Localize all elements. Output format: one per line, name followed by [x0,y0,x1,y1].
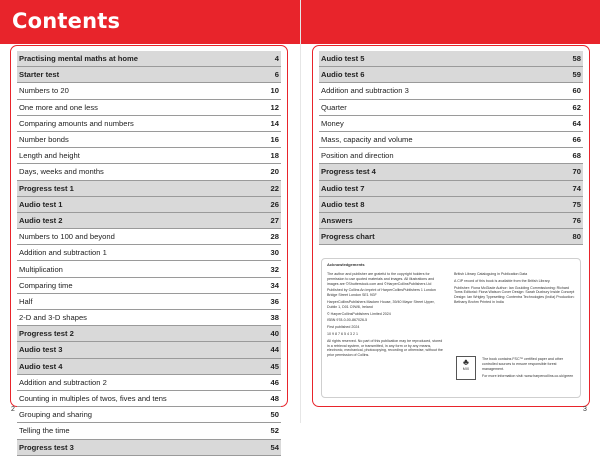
toc-entry-page: 10 [270,86,279,96]
toc-entry [17,326,281,342]
toc-entry-title: Answers [321,215,353,225]
acknowledgements-heading: Acknowledgements [327,262,365,267]
toc-entry [319,116,583,132]
page-title: Contents [12,9,121,33]
toc-entry-page: 6 [274,70,279,80]
ack-text: A CIP record of this book is available from the British Library. [454,278,551,283]
fsc-logo [456,356,476,380]
toc-entry [17,229,281,245]
toc-entry-title: Audio test 3 [19,345,63,355]
ack-text: First published 2024 [327,325,360,330]
toc-entry-title: Numbers to 100 and beyond [19,232,115,242]
toc-entry-page: 4 [274,54,279,64]
acknowledgements-box [321,258,581,398]
tree-icon: ♣ [463,357,469,367]
ack-text: The author and publisher are grateful to the copyright holders for permission to use quoted materials and images. All illustrations and images are ©Shutterstock.com and ©HarperCollinsPublishers Ltd [327,272,435,286]
toc-entry-title: Numbers to 20 [19,86,69,96]
toc-entry-title: Audio test 2 [19,215,63,225]
toc-entry-title: Position and direction [321,151,394,161]
toc-entry-title: Half [19,296,33,306]
toc-entry-page: 75 [572,199,581,209]
toc-entry [319,213,583,229]
acknowledgements-column-2 [454,272,576,307]
toc-entry-title: Days, weeks and months [19,167,104,177]
toc-entry [319,148,583,164]
ack-text: 10 9 8 7 6 5 4 3 2 1 [327,331,358,336]
toc-entry [17,197,281,213]
toc-entry [17,181,281,197]
ack-text: Publisher: Fiona McGlade Author: Ian Goulding Commissioning: Richard Toms Editorial: Fiona Watson Cover Design: Sarah Duxbury Inside Concept Design: Ian Wrigley Typesetting: Contentra Technologies (India) Production: Bethany Brohm Printed in India [454,285,575,304]
toc-entry [17,310,281,326]
toc-entry [17,407,281,423]
toc-entry-page: 54 [270,442,279,452]
ack-text: British Library Cataloguing in Publication Data [454,272,528,276]
toc-entry [17,294,281,310]
toc-entry [319,100,583,116]
toc-list-left [17,51,281,456]
toc-entry-page: 30 [270,248,279,258]
toc-entry-page: 60 [572,86,581,96]
toc-entry-title: Mass, capacity and volume [321,135,413,145]
ack-text: HarperCollinsPublishers Macken House, 39/40 Mayor Street Upper, Dublin 1, D01 C9W8, Ireland [327,299,435,309]
toc-entry-title: Number bonds [19,135,69,145]
toc-entry [17,213,281,229]
toc-entry-page: 48 [270,394,279,404]
toc-entry-page: 40 [270,329,279,339]
toc-entry-title: Starter test [19,70,60,80]
toc-entry [319,132,583,148]
toc-entry-page: 18 [270,151,279,161]
toc-entry-page: 16 [270,135,279,145]
toc-entry-title: Length and height [19,151,80,161]
toc-entry-title: Audio test 7 [321,183,365,193]
toc-entry-title: Progress chart [321,232,375,242]
toc-entry-page: 12 [270,102,279,112]
toc-entry-page: 66 [572,135,581,145]
toc-entry [17,116,281,132]
toc-entry [17,342,281,358]
toc-entry-page: 74 [572,183,581,193]
toc-entry-page: 14 [270,118,279,128]
toc-entry [17,245,281,261]
ack-text: For more information visit: www.harpercollins.co.uk/green [482,374,574,379]
toc-entry [17,423,281,439]
toc-entry-page: 76 [572,215,581,225]
toc-entry-title: Multiplication [19,264,63,274]
toc-entry [17,164,281,180]
page-number-left: 2 [11,406,15,413]
toc-entry-page: 32 [270,264,279,274]
toc-entry-page: 68 [572,151,581,161]
toc-entry-page: 20 [270,167,279,177]
toc-entry [319,83,583,99]
ack-text: The book contains FSC™ certified paper and other controlled sources to ensure responsible forest management. [482,357,564,371]
toc-entry-page: 52 [270,426,279,436]
toc-entry-title: Addition and subtraction 1 [19,248,107,258]
toc-entry [17,440,281,456]
ack-text: Published by Collins An imprint of HarperCollinsPublishers 1 London Bridge Street London SE1 9GF [327,288,436,298]
toc-entry-page: 38 [270,313,279,323]
toc-entry-page: 45 [270,361,279,371]
toc-entry-page: 36 [270,296,279,306]
toc-entry [17,261,281,277]
toc-entry [319,164,583,180]
toc-entry-title: Progress test 4 [321,167,376,177]
toc-entry [319,197,583,213]
toc-entry-title: 2-D and 3-D shapes [19,313,87,323]
toc-entry-page: 46 [270,377,279,387]
toc-entry-title: Grouping and sharing [19,410,93,420]
toc-entry-page: 26 [270,199,279,209]
toc-entry-title: Money [321,118,344,128]
toc-entry-title: Progress test 1 [19,183,74,193]
toc-entry [17,359,281,375]
ack-text: ISBN 978-0-00-867026-5 [327,318,368,323]
toc-entry-page: 22 [270,183,279,193]
toc-entry-page: 80 [572,232,581,242]
ack-text: © HarperCollinsPublishers Limited 2024 [327,311,391,316]
toc-entry-page: 34 [270,280,279,290]
toc-entry [17,51,281,67]
fsc-note [482,357,576,379]
toc-entry-title: Practising mental maths at home [19,54,139,64]
toc-entry-page: 62 [572,102,581,112]
toc-entry-title: Telling the time [19,426,70,436]
toc-entry [319,181,583,197]
toc-entry [17,100,281,116]
page-spine [300,0,301,423]
toc-entry-page: 58 [572,54,581,64]
toc-entry-title: Audio test 1 [19,199,63,209]
toc-entry [319,67,583,83]
toc-entry-title: Audio test 5 [321,54,365,64]
toc-entry-page: 28 [270,232,279,242]
toc-entry-page: 64 [572,118,581,128]
toc-entry [17,83,281,99]
toc-entry [17,278,281,294]
toc-entry-title: Audio test 6 [321,70,365,80]
toc-entry [17,148,281,164]
toc-entry [17,67,281,83]
page-number-right: 3 [583,406,587,413]
toc-entry-title: Audio test 4 [19,361,63,371]
toc-entry-title: Audio test 8 [321,199,365,209]
toc-entry-title: Addition and subtraction 3 [321,86,409,96]
toc-entry-title: Addition and subtraction 2 [19,377,107,387]
toc-entry-page: 44 [270,345,279,355]
toc-entry-page: 27 [270,215,279,225]
contents-panel-left [10,45,288,452]
toc-entry-page: 50 [270,410,279,420]
toc-entry [319,51,583,67]
toc-entry [319,229,583,245]
ack-text: All rights reserved. No part of this publication may be reproduced, stored in a retrieval system, or transmitted, in any form or by any means, electronic, mechanical, photocopying, recording or otherwise, without the prior permission of Collins. [327,338,443,358]
toc-entry-title: Quarter [321,102,347,112]
toc-entry-title: Counting in multiples of twos, fives and tens [19,394,167,404]
acknowledgements-column-1 [327,272,445,360]
toc-list-right [319,51,583,245]
contents-panel-right [312,45,590,407]
fsc-label: MIX [462,367,470,371]
toc-entry [17,391,281,407]
toc-entry-page: 59 [572,70,581,80]
toc-entry-title: Progress test 3 [19,442,74,452]
toc-entry [17,132,281,148]
toc-entry [17,375,281,391]
toc-entry-title: One more and one less [19,102,98,112]
toc-entry-title: Comparing amounts and numbers [19,118,134,128]
toc-entry-page: 70 [572,167,581,177]
toc-entry-title: Progress test 2 [19,329,74,339]
toc-entry-title: Comparing time [19,280,73,290]
